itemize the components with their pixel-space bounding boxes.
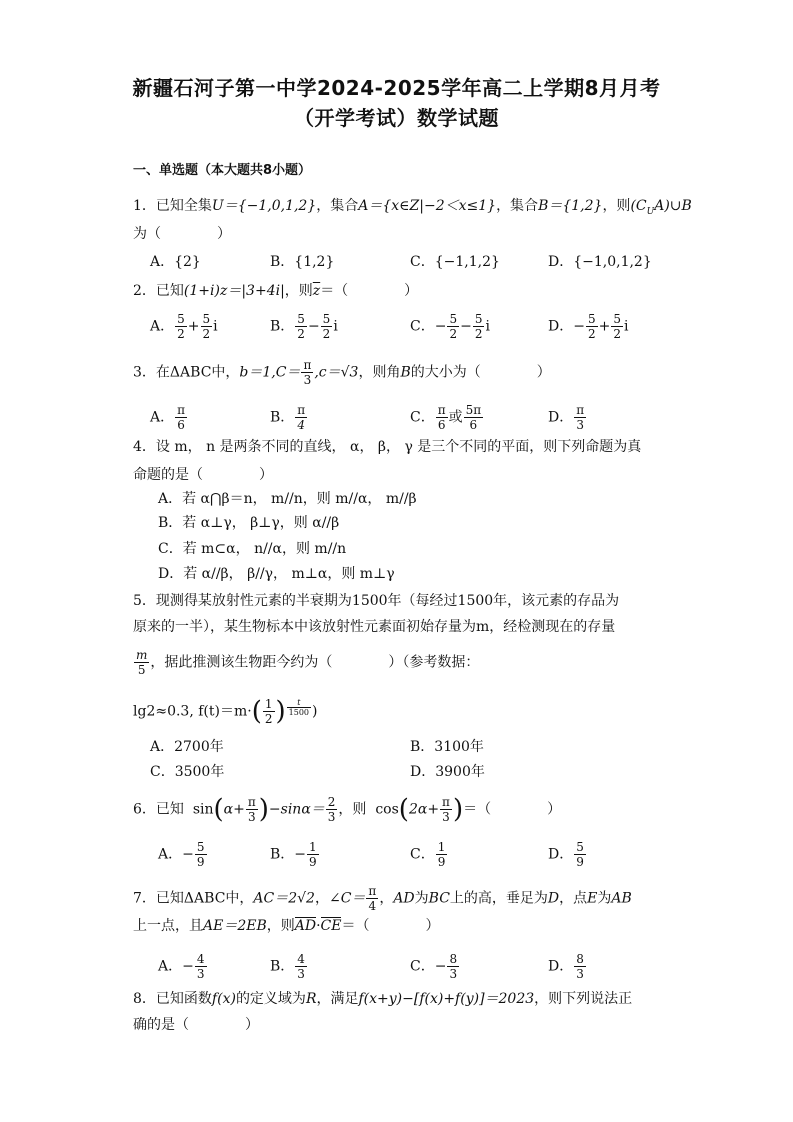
q4-option-d: D．若 α//β， β//γ， m⊥α，则 m⊥γ (158, 566, 395, 582)
q4-option-a: A．若 α⋂β＝n， m//n，则 m//α， m//β (158, 491, 417, 507)
q1-option-a: A．{2} (150, 254, 201, 270)
q7-option-b: B． $\frac{4}{3}$ (270, 952, 305, 981)
q5-stem-line3: $\frac{m}{5}$ ，据此推测该生物距今约为（ ）（参考数据： (136, 648, 480, 677)
q7-option-a: A．− $\frac{4}{3}$ (158, 952, 205, 981)
q5-stem-line2: 原来的一半），某生物标本中该放射性元素面初始存量为m，经检测现在的存量 (133, 619, 616, 635)
q1-stem-line1: 1．已知全集U＝{−1,0,1,2}，集合A＝{x∈Z|−2＜x≤1}，集合B＝{1,2}，则$(C_UA)\cup B$ (133, 198, 692, 217)
q6-option-c: C． $\frac{1}{9}$ (410, 840, 446, 869)
q7-stem-line2: 上一点，且AE＝2EB，则AD·CE＝（ ） (133, 918, 440, 934)
q8-stem-line2: 确的是（ ） (133, 1017, 259, 1033)
q4-stem-line2: 命题的是（ ） (133, 467, 273, 483)
q2-option-d: D．− $\frac{5}{2}$ + $\frac{5}{2}$ i (548, 312, 629, 341)
q5-option-d: D．3900年 (410, 764, 485, 780)
q5-option-b: B．3100年 (410, 739, 484, 755)
q1-option-d: D．{−1,0,1,2} (548, 254, 652, 270)
q5-reference-formula: lg2≈0.3, f(t)＝m·( $\frac{1}{2}$ ) $^{\frac{t}{1500}}$ ) (133, 696, 318, 727)
q3-option-a: A． $\frac{\pi}{6}$ (150, 403, 186, 432)
q5-stem-line1: 5．现测得某放射性元素的半衰期为1500年（每经过1500年，该元素的存品为 (133, 593, 620, 609)
q7-option-c: C．− $\frac{8}{3}$ (410, 952, 458, 981)
q3-option-c: C． $\frac{\pi}{6}$ 或 $\frac{5\pi}{6}$ (410, 403, 482, 432)
q8-stem-line1: 8．已知函数f(x)的定义域为R，满足f(x+y)−[f(x)+f(y)]＝2023，则下列说法正 (133, 991, 633, 1007)
q5-option-a: A．2700年 (150, 739, 224, 755)
q7-option-d: D． $\frac{8}{3}$ (548, 952, 584, 981)
q3-option-d: D． $\frac{\pi}{3}$ (548, 403, 585, 432)
q4-stem-line1: 4．设 m， n 是两条不同的直线， α， β， γ 是三个不同的平面，则下列命题为真 (133, 439, 642, 455)
q5-option-c: C．3500年 (150, 764, 225, 780)
q6-stem: 6．已知 sin(α+ $\frac{\pi}{3}$ )−sinα＝ $\frac{2}{3}$ ，则 cos(2α+ $\frac{\pi}{3}$ )＝（ ） (133, 794, 562, 825)
q6-option-d: D． $\frac{5}{9}$ (548, 840, 584, 869)
exam-title-line2: （开学考试）数学试题 (294, 106, 499, 130)
q7-stem-line1: 7．已知ΔABC中，AC＝2√2，∠C＝ $\frac{\pi}{4}$ ，AD为BC上的高，垂足为D，点E为AB (133, 884, 632, 913)
q1-option-b: B．{1,2} (270, 254, 335, 270)
q1-stem-line2: 为（ ） (133, 226, 231, 242)
q3-stem: 3．在ΔABC中，b＝1,C＝ $\frac{\pi}{3}$ ,c＝√3，则角B的大小为（ ） (133, 358, 551, 387)
section-heading: 一、单选题（本大题共8小题） (133, 163, 312, 178)
q6-option-b: B．− $\frac{1}{9}$ (270, 840, 317, 869)
q2-option-a: A． $\frac{5}{2}$ + $\frac{5}{2}$ i (150, 312, 218, 341)
q1-option-c: C．{−1,1,2} (410, 254, 500, 270)
q6-option-a: A．− $\frac{5}{9}$ (158, 840, 205, 869)
q2-stem: 2．已知(1+i)z＝|3+4i|，则$\overline{z}=$（ ） (133, 283, 419, 299)
q2-option-c: C．− $\frac{5}{2}$ − $\frac{5}{2}$ i (410, 312, 490, 341)
q4-option-b: B．若 α⊥γ， β⊥γ，则 α//β (158, 515, 340, 531)
exam-title-line1: 新疆石河子第一中学2024-2025学年高二上学期8月月考 (132, 76, 661, 100)
q3-option-b: B． $\frac{\pi}{4}$ (270, 403, 306, 432)
q2-option-b: B． $\frac{5}{2}$ − $\frac{5}{2}$ i (270, 312, 338, 341)
q4-option-c: C．若 m⊂α， n//α，则 m//n (158, 541, 347, 557)
